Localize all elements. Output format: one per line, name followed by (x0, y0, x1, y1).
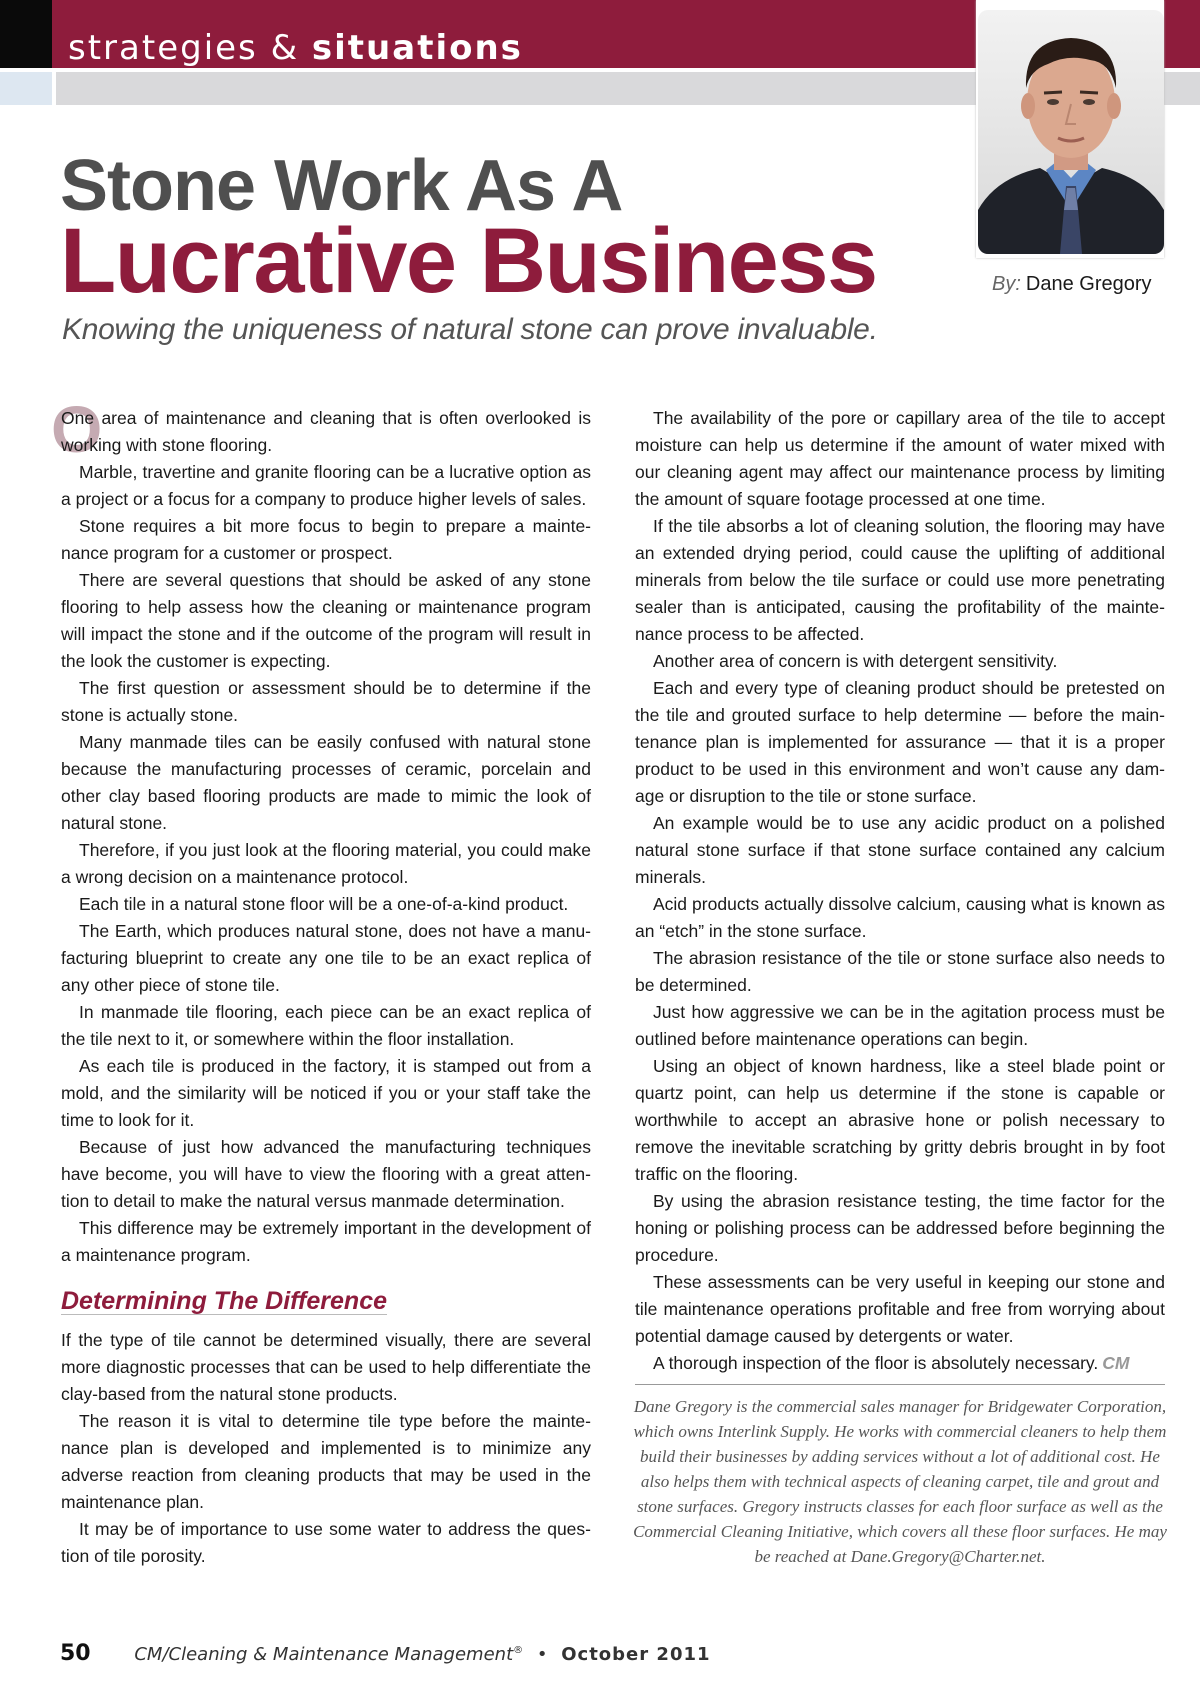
last-paragraph-text: A thorough inspection of the floor is absolutely necessary. (653, 1353, 1099, 1373)
page-footer (60, 1641, 711, 1666)
body-paragraph: It may be of importance to use some water to address the ques-tion of tile porosity. (61, 1519, 591, 1566)
body-paragraph: The reason it is vital to determine tile type before the mainte-nance plan is developed and implemented is to minimize any adverse reaction from cleaning products that may be used in the maintenance plan. (61, 1411, 591, 1512)
body-paragraph: Stone requires a bit more focus to begin to prepare a mainte-nance program for a customer or prospect. (61, 516, 591, 563)
article-title-line1: Stone Work As A (60, 146, 623, 226)
body-paragraph: The abrasion resistance of the tile or stone surface also needs to be determined. (635, 948, 1165, 995)
body-paragraph: Each and every type of cleaning product should be pretested on the tile and grouted surface to help determine — before the main-tenance plan is implemented for assurance — that it is a proper product to be used in this environment and won’t cause any dam-age or disruption to the tile or stone surface. (635, 678, 1165, 806)
byline (992, 273, 1152, 296)
body-paragraph: Just how aggressive we can be in the agitation process must be outlined before maintenance operations can begin. (635, 1002, 1165, 1049)
body-paragraph: Therefore, if you just look at the flooring material, you could make a wrong decision on a maintenance protocol. (61, 840, 591, 887)
footer-bullet: • (536, 1644, 548, 1665)
section-label-bold: situations (311, 28, 523, 68)
body-paragraph: Marble, travertine and granite flooring can be a lucrative option as a project or a focus for a company to produce higher levels of sales. (61, 462, 591, 509)
byline-prefix: By: (992, 273, 1021, 295)
body-paragraph-last (635, 1350, 1165, 1377)
body-paragraph: In manmade tile flooring, each piece can be an exact replica of the tile next to it, or somewhere within the floor installation. (61, 1002, 591, 1049)
body-paragraph: The availability of the pore or capillary area of the tile to accept moisture can help us determine if the amount of water mixed with our cleaning agent may affect our maintenance process by limiting the amount of square footage processed at one time. (635, 408, 1165, 509)
body-paragraph: The first question or assessment should be to determine if the stone is actually stone. (61, 678, 591, 725)
body-paragraph: These assessments can be very useful in keeping our stone and tile maintenance operations profitable and free from worrying about potential damage caused by detergents or water. (635, 1272, 1165, 1346)
article-subtitle: Knowing the uniqueness of natural stone can prove invaluable. (62, 313, 878, 346)
body-paragraph: As each tile is produced in the factory, it is stamped out from a mold, and the similarity will be noticed if you or your staff take the time to look for it. (61, 1056, 591, 1130)
body-paragraph: By using the abrasion resistance testing, the time factor for the honing or polishing process can be addressed before beginning the procedure. (635, 1191, 1165, 1265)
body-paragraph: There are several questions that should be asked of any stone flooring to help assess how the cleaning or maintenance program will impact the stone and if the outcome of the program will result in the look the customer is expecting. (61, 570, 591, 671)
body-paragraph: The Earth, which produces natural stone, does not have a manu-facturing blueprint to create any one tile to be an exact replica of any other piece of stone tile. (61, 921, 591, 995)
body-paragraph: Because of just how advanced the manufacturing techniques have become, you will have to view the flooring with a great atten-tion to detail to make the natural versus manmade determination. (61, 1137, 591, 1211)
body-paragraph: Another area of concern is with detergent sensitivity. (653, 651, 1058, 671)
header-black-block (0, 0, 52, 68)
body-paragraph: An example would be to use any acidic product on a polished natural stone surface if that stone surface contained any calcium minerals. (635, 813, 1165, 887)
author-name: Dane Gregory (1025, 273, 1152, 295)
author-photo (978, 10, 1164, 254)
section-label (68, 28, 523, 68)
section-heading: Determining The Difference (61, 1287, 388, 1315)
section-label-light: strategies & (68, 28, 312, 68)
publication-name: CM/Cleaning & Maintenance Management (134, 1644, 514, 1665)
header-blue-tab (0, 72, 52, 105)
article-title-line2: Lucrative Business (60, 210, 877, 312)
body-paragraph: One area of maintenance and cleaning that is often overlooked is working with stone flooring. (61, 408, 591, 455)
registered-mark: ® (513, 1645, 524, 1656)
page-number: 50 (60, 1641, 91, 1666)
issue-date: October 2011 (561, 1644, 711, 1665)
body-paragraph: Each tile in a natural stone floor will be a one-of-a-kind product. (79, 894, 569, 914)
author-bio: Dane Gregory is the commercial sales manager for Bridgewater Corporation, which owns Interlink Supply. He works with commercial cleaners to help them build their businesses by adding services without a lot of additional cost. He also helps them with technical aspects of cleaning carpet, tile and grout and stone surfaces. Gregory instructs classes for each floor surface as well as the Commercial Cleaning Initiative, which covers all these floor surfaces. He may be reached at Dane.Gregory@Charter.net. (633, 1397, 1167, 1566)
body-paragraph: If the type of tile cannot be determined visually, there are several more diagnostic processes that can be used to help differentiate the clay-based from the natural stone products. (61, 1330, 591, 1404)
end-mark: CM (1102, 1353, 1130, 1373)
body-paragraph: This difference may be extremely important in the development of a maintenance program. (61, 1218, 591, 1265)
body-paragraph: Acid products actually dissolve calcium, causing what is known as an “etch” in the stone surface. (635, 894, 1165, 941)
right-column (635, 405, 1165, 1377)
body-paragraph: Using an object of known hardness, like a steel blade point or quartz point, can help us determine if the stone is capable or worthwhile to accept an abrasive hone or polish necessary to remove the inevitable scratching by gritty debris brought in by foot traffic on the flooring. (635, 1056, 1165, 1184)
author-portrait-illustration (978, 10, 1164, 254)
left-column: O One area of maintenance and cleaning that is often overlooked is working with stone flooring. Marble, travertine and granite flooring can be a lucrative option as a project or a focus for a company to produce higher levels of sales. Stone requires a bit more focus to begin to prepare a mainte-nance program for a customer or prospect. There are several questions that should be asked of any stone flooring to help assess how the cleaning or maintenance program will impact the stone and if the outcome of the program will result in the look the customer is expecting. The first question or assessment should be to determine if the stone is actually stone. Many manmade tiles can be easily confused with natural stone because the manufacturing processes of ceramic, porcelain and other clay based flooring products are made to mimic the look of natural stone. Therefore, if you just look at the flooring material, you could make a wrong decision on a maintenance protocol. Each tile in a natural stone floor will be a one-of-a-kind product. The Earth, which produces natural stone, does not have a manu-facturing blueprint to create any one tile to be an exact replica of any other piece of stone tile. In manmade tile flooring, each piece can be an exact replica of the tile next to it, or somewhere within the floor installation. As each tile is produced in the factory, it is stamped out from a mold, and the similarity will be noticed if you or your staff take the time to look for it. Because of just how advanced the manufacturing techniques have become, you will have to view the flooring with a great atten-tion to detail to make the natural versus manmade determination. This difference may be extremely important in the development of a maintenance program. Determining The Difference If the type of tile cannot be determined visually, there are several more diagnostic processes that can be used to help differentiate the clay-based from the natural stone products. The reason it is vital to determine tile type before the mainte-nance plan is developed and implemented is to minimize any adverse reaction from cleaning products that may be used in the maintenance plan. It may be of importance to use some water to address the ques-tion of tile porosity. (61, 405, 591, 1570)
bio-divider (635, 1384, 1165, 1385)
body-paragraph: Many manmade tiles can be easily confused with natural stone because the manufacturing processes of ceramic, porcelain and other clay based flooring products are made to mimic the look of natural stone. (61, 732, 591, 833)
body-paragraph: If the tile absorbs a lot of cleaning solution, the flooring may have an extended drying period, could cause the uplifting of additional minerals from below the tile surface or could use more penetrating sealer than is anticipated, causing the profitability of the mainte-nance process to be affected. (635, 516, 1165, 644)
